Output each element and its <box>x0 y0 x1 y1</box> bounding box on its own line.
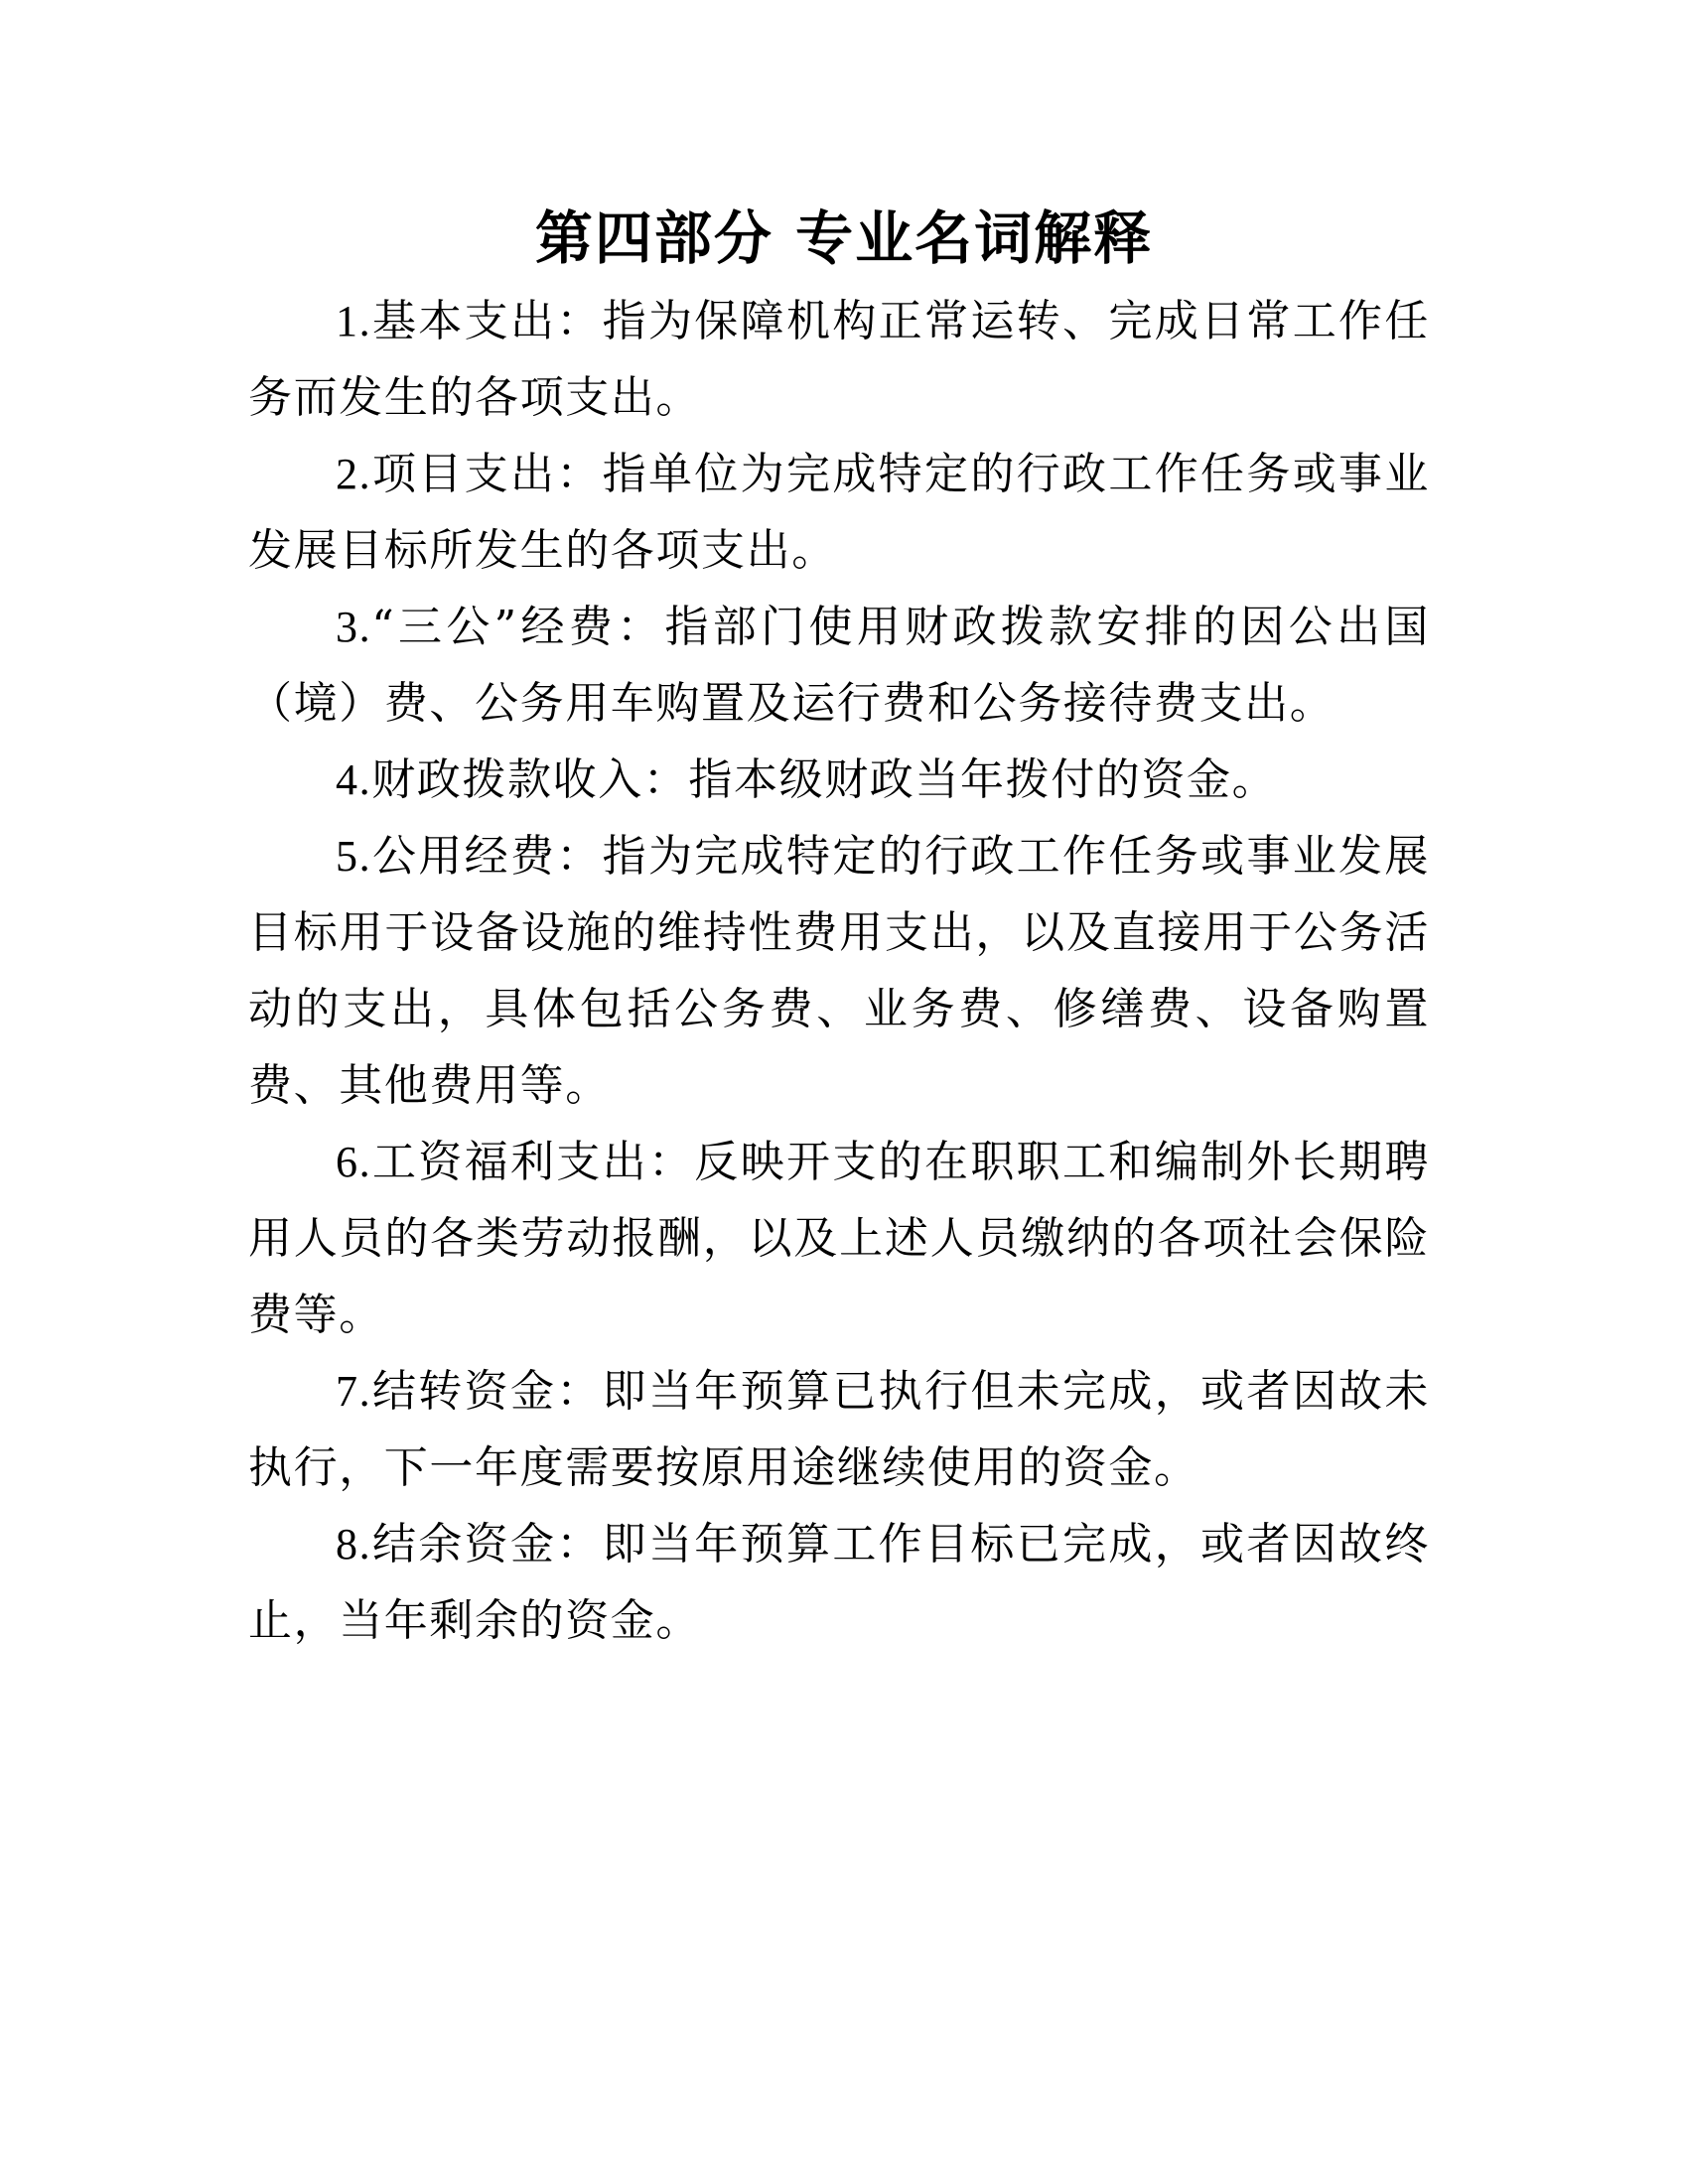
item-text: 结余资金：即当年预算工作目标已完成，或者因故终止，当年剩余的资金。 <box>248 1519 1430 1646</box>
item-text: 公用经费：指为完成特定的行政工作任务或事业发展目标用于设备设施的维持性费用支出，以及直接用于公务活动的支出，具体包括公务费、业务费、修缮费、设备购置费、其他费用等。 <box>248 831 1430 1111</box>
item-number: 7. <box>336 1367 372 1416</box>
item-text: 项目支出：指单位为完成特定的行政工作任务或事业发展目标所发生的各项支出。 <box>248 449 1430 576</box>
definition-item <box>248 1353 1430 1506</box>
item-text: “三公”经费：指部门使用财政拨款安排的因公出国（境）费、公务用车购置及运行费和公务接待费支出。 <box>248 602 1430 729</box>
definition-item <box>248 818 1430 1124</box>
item-number: 4. <box>336 755 372 804</box>
item-number: 1. <box>336 297 372 345</box>
item-text: 财政拨款收入：指本级财政当年拨付的资金。 <box>371 754 1278 805</box>
item-number: 8. <box>336 1520 372 1569</box>
item-number: 2. <box>336 450 372 498</box>
item-text: 工资福利支出：反映开支的在职职工和编制外长期聘用人员的各类劳动报酬，以及上述人员缴纳的各项社会保险费等。 <box>248 1137 1430 1340</box>
item-number: 6. <box>336 1138 372 1186</box>
item-text: 结转资金：即当年预算已执行但未完成，或者因故未执行，下一年度需要按原用途继续使用的资金。 <box>248 1366 1430 1493</box>
definition-item <box>248 436 1430 589</box>
definition-item <box>248 283 1430 436</box>
page-title: 第四部分 专业名词解释 <box>534 205 1154 272</box>
item-number: 5. <box>336 832 372 881</box>
definition-item <box>248 742 1430 818</box>
definition-item <box>248 1506 1430 1659</box>
definition-item <box>248 1124 1430 1353</box>
definition-item <box>248 589 1430 742</box>
item-text: 基本支出：指为保障机构正常运转、完成日常工作任务而发生的各项支出。 <box>248 296 1430 423</box>
item-number: 3. <box>336 603 372 651</box>
definitions-list <box>248 283 1430 1659</box>
